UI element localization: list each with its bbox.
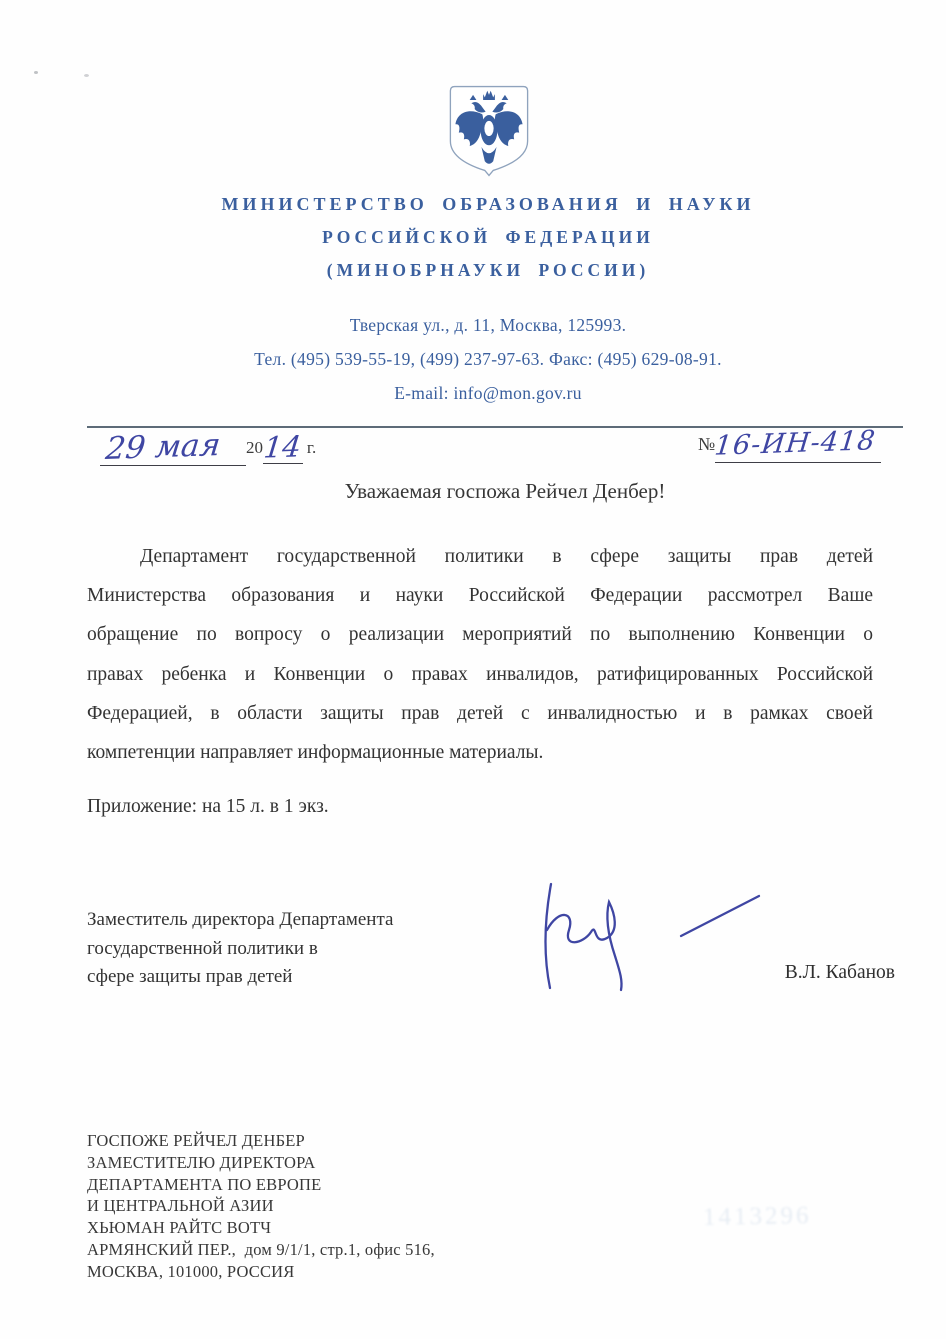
signer-name: В.Л. Кабанов [784,962,895,983]
attachment-note: Приложение: на 15 л. в 1 экз. [87,796,329,817]
handwritten-number: 16-ИН-418 [713,425,878,462]
signer-title-line: государственной политики в [87,937,318,959]
body-line: компетенции направляет информационные материалы. [87,741,544,763]
body-line: Министерства образования и науки Российской Федерации рассмотрел Ваше [87,585,873,607]
year-suffix: г. [306,438,317,457]
ministry-name-line1: МИНИСТЕРСТВО ОБРАЗОВАНИЯ И НАУКИ [221,194,755,214]
recipient-line: ХЬЮМАН РАЙТС ВОТЧ [87,1218,272,1238]
number-sign: № [698,434,716,454]
recipient-line: АРМЯНСКИЙ ПЕР., дом 9/1/1, стр.1, офис 516, [87,1239,435,1259]
ref-number-field [698,425,881,463]
russia-coat-of-arms-icon [447,84,531,178]
signer-title [87,906,487,992]
scan-speck [34,71,38,74]
ministry-name-line2: РОССИЙСКОЙ ФЕДЕРАЦИИ [322,227,654,247]
ministry-name-line3: (МИНОБРНАУКИ РОССИИ) [326,260,650,280]
year-prefix: 20 [246,438,264,457]
recipient-line: ЗАМЕСТИТЕЛЮ ДИРЕКТОРА [87,1152,316,1172]
handwritten-date: 29 мая [103,427,223,467]
email-address: E-mail: info@mon.gov.ru [394,383,582,403]
body-line: Федерацией, в области защиты прав детей с инвалидностью и в рамках своей [87,702,873,724]
recipient-line: И ЦЕНТРАЛЬНОЙ АЗИИ [87,1196,274,1216]
handwritten-year: 14 [262,429,303,465]
body-line: правах ребенка и Конвенции о правах инвалидов, ратифицированных Российской [87,663,873,685]
signer-title-line: Заместитель директора Департамента [87,909,394,930]
letterhead [87,188,889,287]
salutation: Уважаемая госпожа Рейчел Денбер! [344,479,666,503]
street-address: Тверская ул., д. 11, Москва, 125993. [349,315,627,335]
faint-stamp: 1413296 [702,1202,812,1231]
contact-block [87,308,889,410]
scan-speck [84,74,89,77]
recipient-line: МОСКВА, 101000, РОССИЯ [87,1261,295,1281]
recipient-line: ДЕПАРТАМЕНТА ПО ЕВРОПЕ [87,1174,322,1194]
body-line: Департамент государственной политики в сфере защиты прав детей [140,546,873,567]
recipient-address [87,1130,435,1283]
body-line: обращение по вопросу о реализации мероприятий по выполнению Конвенции о [87,624,873,646]
phone-fax: Тел. (495) 539-55-19, (499) 237-97-63. Факс: (495) 629-08-91. [254,349,722,369]
date-field [100,427,317,474]
body-paragraph [87,537,873,772]
signer-title-line: сфере защиты прав детей [87,966,293,987]
recipient-line: ГОСПОЖЕ РЕЙЧЕЛ ДЕНБЕР [87,1131,305,1150]
